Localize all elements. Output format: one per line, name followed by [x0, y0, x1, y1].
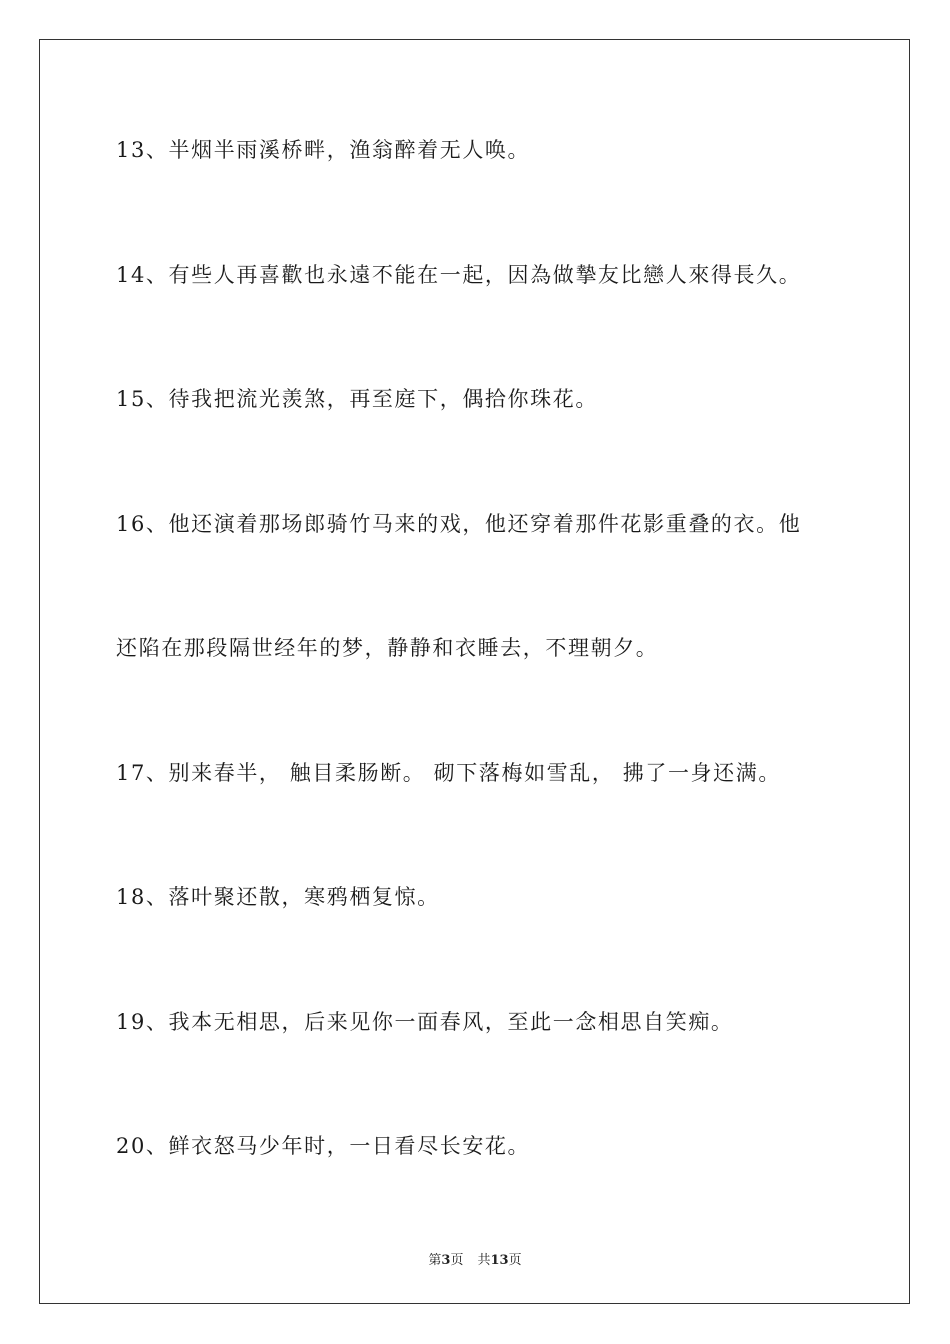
text-line-16-cont: 还陷在那段隔世经年的梦，静静和衣睡去，不理朝夕。 — [116, 636, 659, 660]
page-border — [39, 39, 910, 1304]
text-line-17: 17、别来春半， 触目柔肠断。 砌下落梅如雪乱， 拂了一身还满。 — [116, 761, 781, 785]
page-total: 13 — [490, 1253, 509, 1268]
page-prefix: 第 — [428, 1253, 442, 1268]
text-line-19: 19、我本无相思，后来见你一面春风，至此一念相思自笑痴。 — [116, 1010, 734, 1034]
total-prefix: 共 — [477, 1253, 491, 1268]
page-footer — [0, 1249, 950, 1268]
text-line-13: 13、半烟半雨溪桥畔，渔翁醉着无人唤。 — [116, 138, 531, 162]
text-line-18: 18、落叶聚还散，寒鸦栖复惊。 — [116, 885, 440, 909]
text-line-14: 14、有些人再喜歡也永遠不能在一起，因為做摯友比戀人來得長久。 — [116, 263, 802, 287]
text-line-15: 15、待我把流光羡煞，再至庭下，偶拾你珠花。 — [116, 387, 598, 411]
text-line-20: 20、鲜衣怒马少年时，一日看尽长安花。 — [116, 1134, 531, 1158]
text-line-16: 16、他还演着那场郎骑竹马来的戏，他还穿着那件花影重叠的衣。他 — [116, 512, 802, 536]
page-number: 3 — [441, 1253, 451, 1268]
page-suffix: 页 — [450, 1253, 464, 1268]
total-suffix: 页 — [508, 1253, 522, 1268]
